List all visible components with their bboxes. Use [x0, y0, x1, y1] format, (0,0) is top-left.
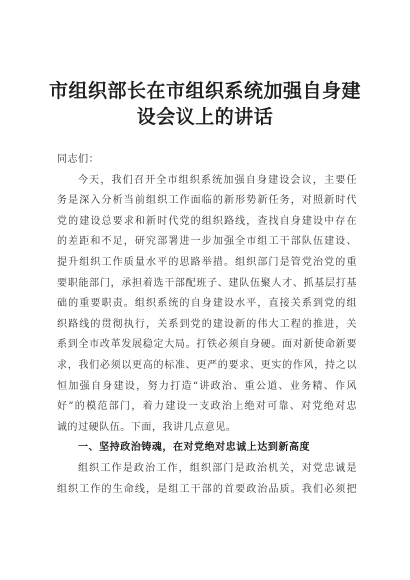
document-body — [57, 150, 357, 500]
title-line-1: 市组织部长在市组织系统加强自身建 — [48, 80, 361, 102]
section-heading: 一、坚持政治铸魂，在对党绝对忠诚上达到新高度 — [78, 442, 311, 454]
paragraph-line: 今天，我们召开全市组织系统加强自身建设会议，主要任 — [78, 174, 357, 186]
salutation: 同志们： — [57, 154, 100, 165]
paragraph-line: 务是深入分析当前组织工作面临的新形势新任务，对照新时代 — [57, 195, 357, 207]
paragraph-line: 提升组织工作质量水平的思路举措。组织部门是管党治党的重 — [57, 256, 357, 268]
paragraph-line: 党的建设总要求和新时代党的组织路线，查找自身建设中存在 — [57, 215, 357, 227]
paragraph-line: 础的重要职责。组织系统的自身建设水平，直接关系到党的组 — [57, 298, 357, 310]
paragraph-line: 系到全市改革发展稳定大局。打铁必须自身硬。面对新使命新要 — [57, 339, 357, 351]
paragraph-line: 织路线的贯彻执行，关系到党的建设新的伟大工程的推进，关 — [57, 318, 357, 330]
paragraph-line: 诚的过硬队伍。下面，我讲几点意见。 — [57, 421, 237, 433]
title-line-2: 设会议上的讲话 — [136, 106, 274, 128]
paragraph-line: 的差距和不足，研究部署进一步加强全市组工干部队伍建设、 — [57, 236, 357, 248]
paragraph-line: 求，我们必须以更高的标准、更严的要求、更实的作风，持之以 — [57, 359, 357, 371]
paragraph-line: 好”的模范部门，着力建设一支政治上绝对可靠、对党绝对忠 — [57, 401, 357, 413]
paragraph-line: 要职能部门，承担着选干部配班子、建队伍聚人才、抓基层打基 — [57, 277, 357, 289]
paragraph-line: 恒加强自身建设，努力打造“讲政治、重公道、业务精、作风 — [57, 380, 357, 392]
document-title — [40, 78, 370, 130]
paragraph-line: 组织工作是政治工作，组织部门是政治机关，对党忠诚是 — [78, 462, 357, 474]
paragraph-line: 组织工作的生命线，是组工干部的首要政治品质。我们必须把 — [57, 483, 357, 495]
